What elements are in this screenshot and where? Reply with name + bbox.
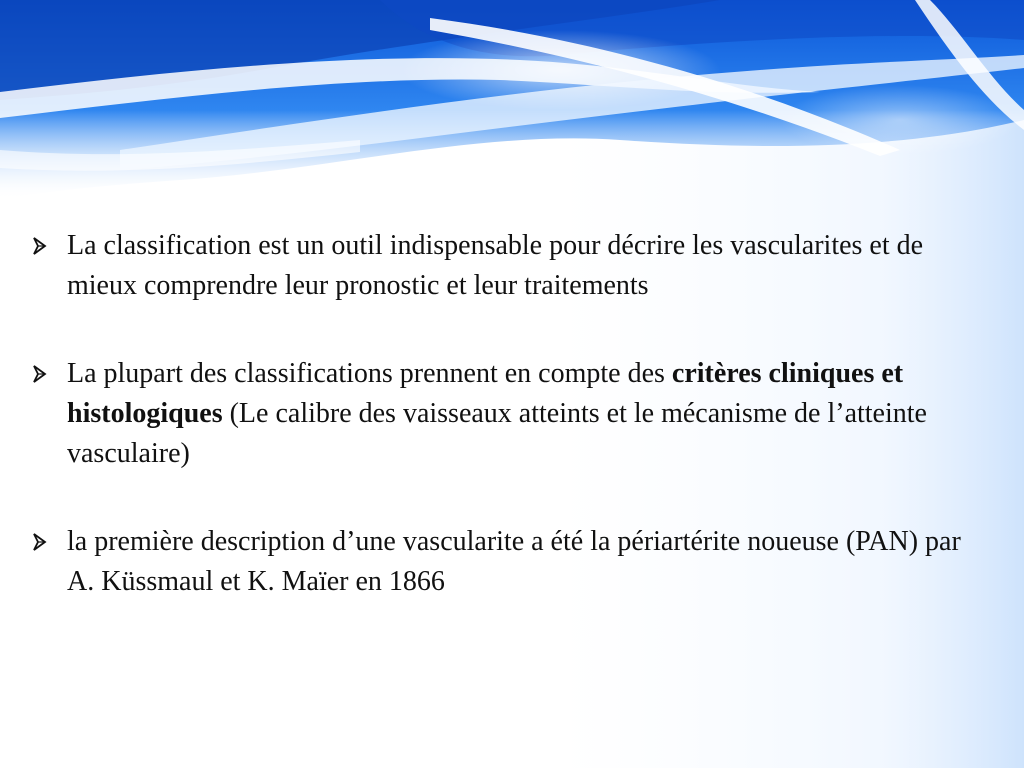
arrow-checkmark-icon	[32, 362, 54, 386]
bullet-text-trail: (Le calibre des vaisseaux atteints et le mécanisme de l’atteinte vasculaire)	[67, 398, 927, 469]
bullet-text: La classification est un outil indispensable pour décrire les vascularites et de mieux comprendre leur pronostic et leur traitements	[67, 230, 924, 301]
bullet-text-lead: La plupart des classifications prennent en compte des	[67, 358, 672, 389]
arrow-checkmark-icon	[32, 234, 54, 258]
bullet-list	[30, 226, 990, 602]
arrow-checkmark-icon	[32, 530, 54, 554]
bullet-text-bold-criteria: critères cliniques et histologiques	[67, 358, 904, 429]
bullet-classification-criteria	[30, 354, 990, 474]
bullet-first-description	[30, 522, 990, 602]
bullet-classification-purpose	[30, 226, 990, 306]
bullet-text: la première description d’une vascularite a été la périartérite noueuse (PAN) par A. Küssmaul et K. Maïer en 1866	[67, 526, 961, 597]
